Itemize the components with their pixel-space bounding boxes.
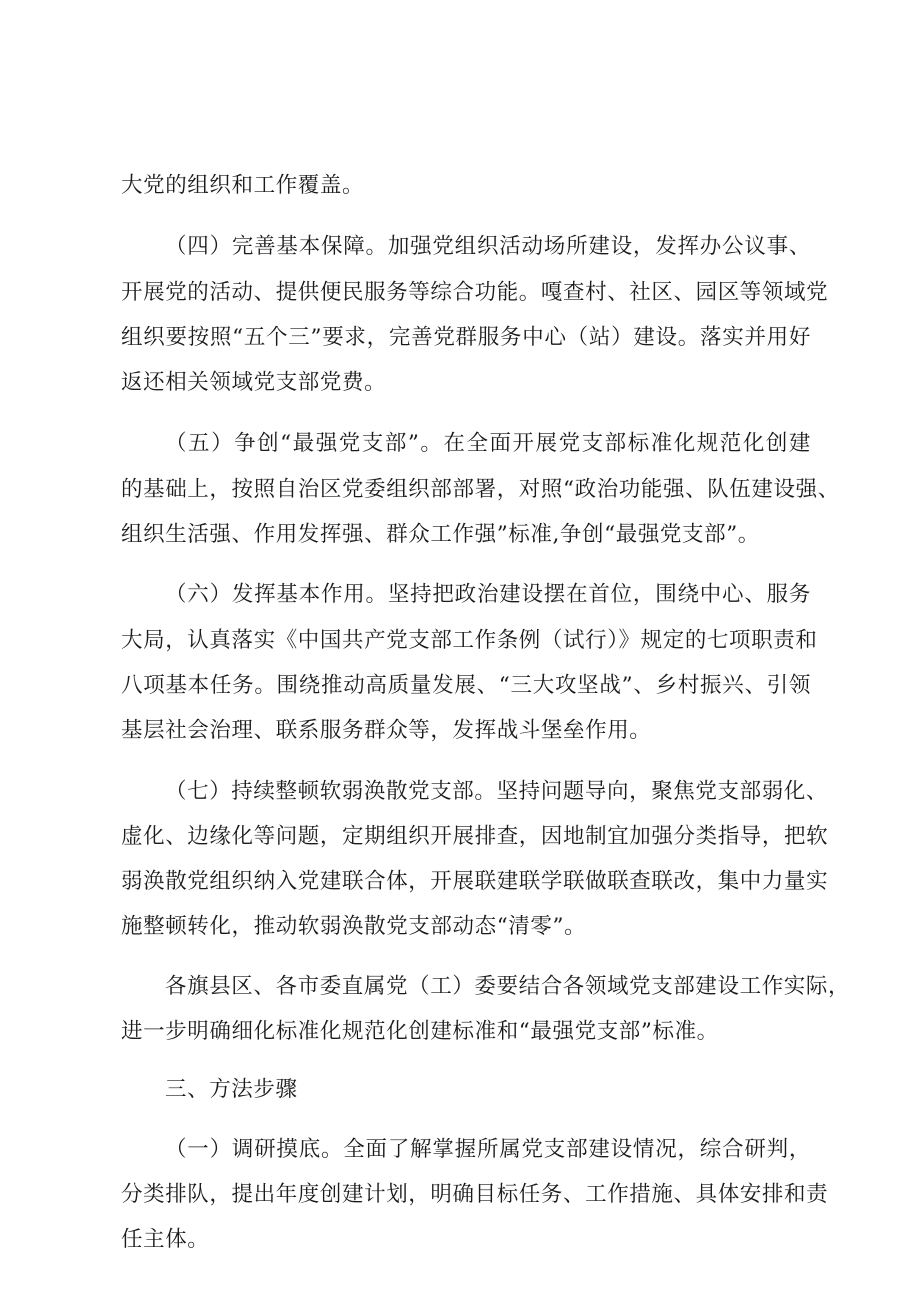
text-line: 组织要按照“五个三”要求，完善党群服务中心（站）建设。落实并用好 <box>121 324 811 350</box>
text-line: 施整顿转化，推动软弱涣散党支部动态“清零”。 <box>121 914 587 940</box>
text-line: 大党的组织和工作覆盖。 <box>121 173 365 198</box>
paragraph-section-5 <box>121 421 840 557</box>
paragraph-summary <box>121 964 851 1055</box>
text-line: （六）发挥基本作用。坚持把政治建设摆在首位，围绕中心、服务 <box>165 582 811 608</box>
paragraph-section-7 <box>121 769 829 950</box>
text-line: （一）调研摸底。全面了解掌握所属党支部建设情况，综合研判， <box>165 1136 811 1162</box>
text-line: 基层社会治理、联系服务群众等，发挥战斗堡垒作用。 <box>121 718 652 744</box>
paragraph-step-1 <box>121 1127 829 1263</box>
document-page <box>121 163 851 1263</box>
text-line: 弱涣散党组织纳入党建联合体，开展联建联学联做联查联改，集中力量实 <box>121 869 829 895</box>
text-line: 任主体。 <box>121 1227 210 1253</box>
paragraph-section-4 <box>121 224 829 405</box>
text-line: 开展党的活动、提供便民服务等综合功能。嘎查村、社区、园区等领域党 <box>121 279 829 305</box>
text-line: 虚化、边缘化等问题，定期组织开展排查，因地制宜加强分类指导，把软 <box>121 823 829 849</box>
text-line: 的基础上，按照自治区党委组织部部署，对照“政治功能强、队伍建设强、 <box>121 476 840 502</box>
paragraph-continuation <box>121 163 811 208</box>
section-heading <box>121 1067 811 1112</box>
text-line: （四）完善基本保障。加强党组织活动场所建设，发挥办公议事、 <box>165 234 811 260</box>
text-line: （七）持续整顿软弱涣散党支部。坚持问题导向，聚焦党支部弱化、 <box>165 778 829 804</box>
text-line: 进一步明确细化标准化规范化创建标准和“最强党支部”标准。 <box>121 1019 719 1045</box>
text-line: 返还相关领域党支部党费。 <box>121 370 387 396</box>
text-line: 八项基本任务。围绕推动高质量发展、“三大攻坚战”、乡村振兴、引领 <box>121 672 811 698</box>
text-line: 分类排队，提出年度创建计划，明确目标任务、工作措施、具体安排和责 <box>121 1181 829 1207</box>
text-line: （五）争创“最强党支部”。在全面开展党支部标准化规范化创建 <box>165 431 811 457</box>
text-line: 大局，认真落实《中国共产党支部工作条例（试行）》规定的七项职责和 <box>121 627 818 653</box>
heading-text: 三、方法步骤 <box>165 1077 298 1103</box>
paragraph-section-6 <box>121 572 818 753</box>
text-line: 组织生活强、作用发挥强、群众工作强”标准,争创“最强党支部”。 <box>121 522 760 548</box>
text-line: 各旗县区、各市委直属党（工）委要结合各领域党支部建设工作实际， <box>165 973 851 999</box>
